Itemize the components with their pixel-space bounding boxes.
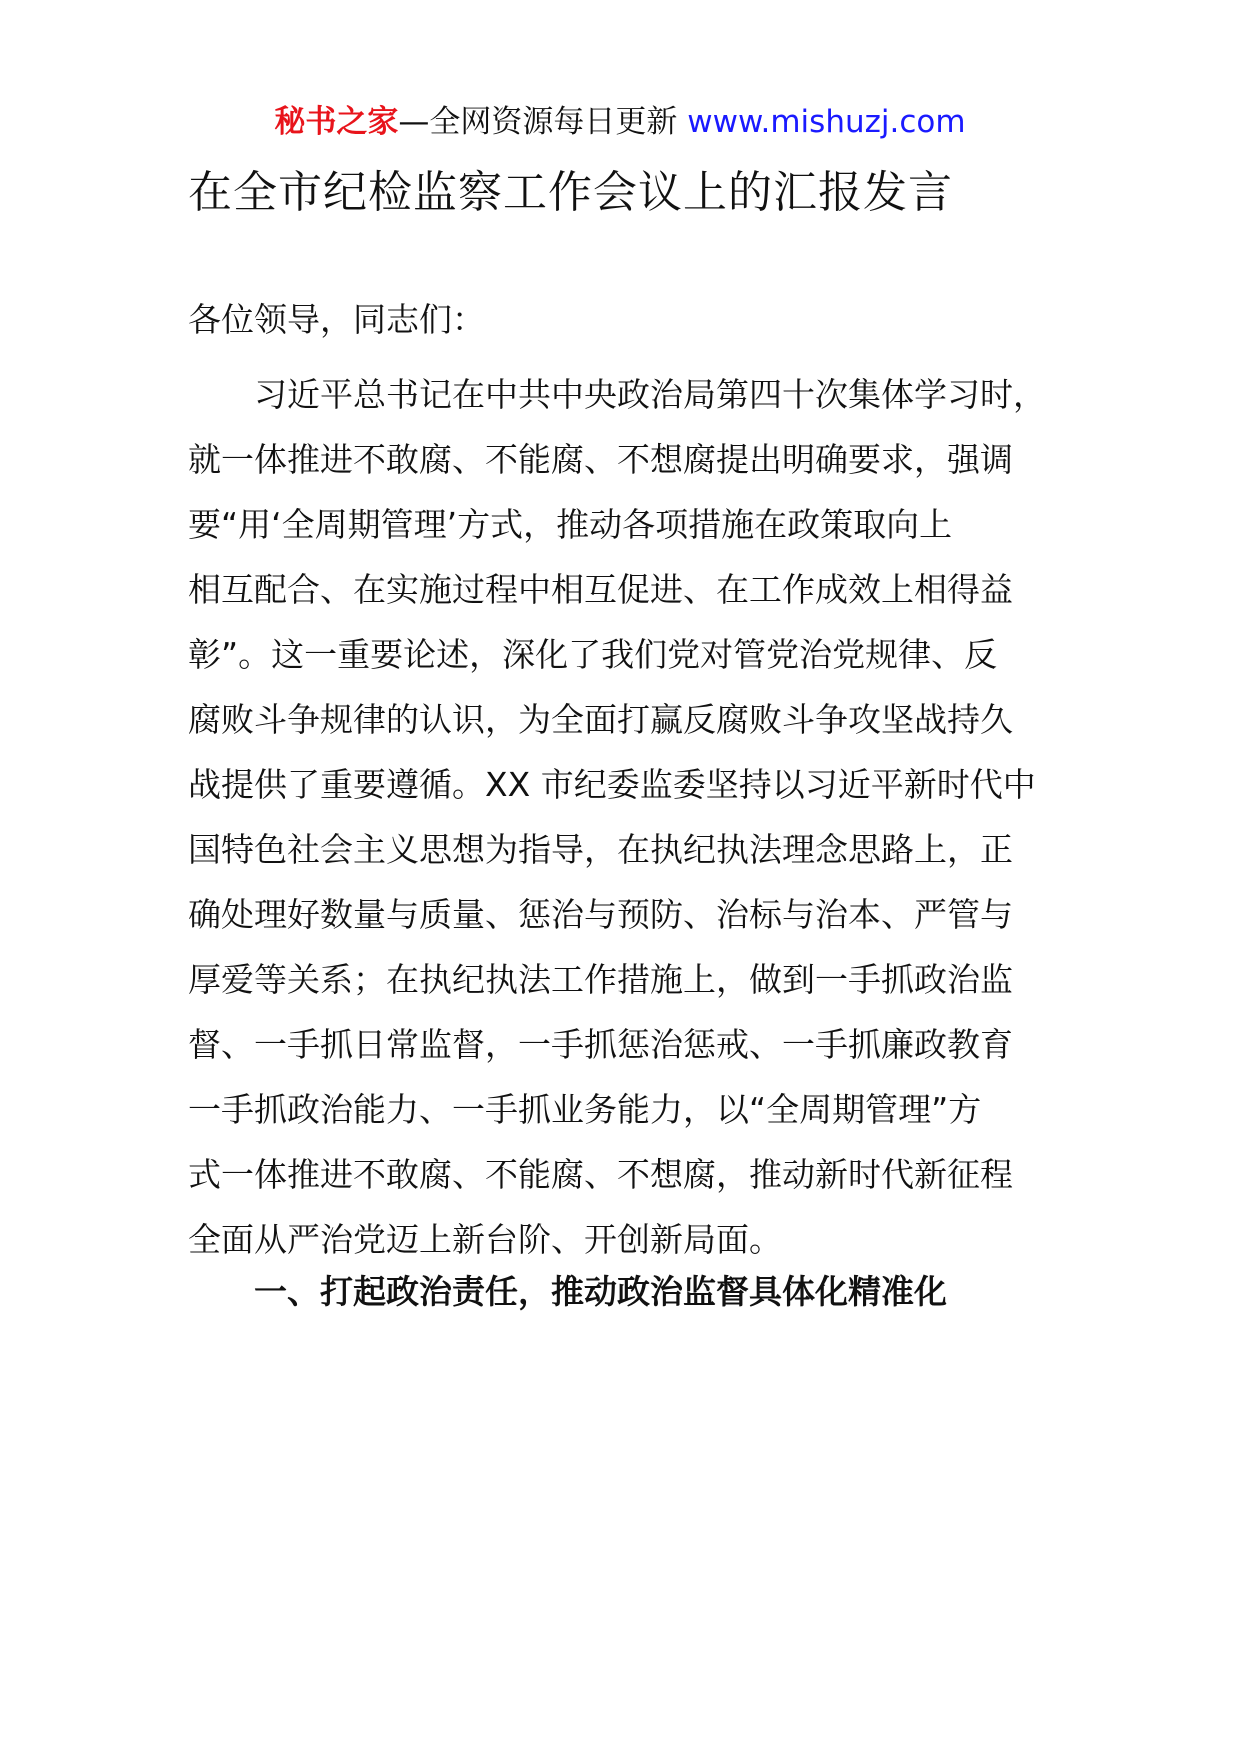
paragraph-line: 一手抓政治能力、一手抓业务能力，以“全周期管理”方	[188, 1090, 982, 1129]
body-paragraph	[188, 362, 1058, 1272]
paragraph-line: 腐败斗争规律的认识，为全面打赢反腐败斗争攻坚战持久	[188, 700, 1013, 739]
salutation: 各位领导，同志们：	[188, 300, 485, 339]
paragraph-line: 全面从严治党迈上新台阶、开创新局面。	[188, 1220, 782, 1259]
paragraph-line: 习近平总书记在中共中央政治局第四十次集体学习时，	[254, 375, 1046, 414]
paragraph-line: 督、一手抓日常监督，一手抓惩治惩戒、一手抓廉政教育	[188, 1025, 1013, 1064]
paragraph-line: 彰”。这一重要论述，深化了我们党对管党治党规律、反	[188, 635, 998, 674]
paragraph-line: 战提供了重要遵循。XX 市纪委监委坚持以习近平新时代中	[188, 765, 1036, 804]
paragraph-line: 厚爱等关系；在执纪执法工作措施上，做到一手抓政治监	[188, 960, 1013, 999]
section-heading: 一、打起政治责任，推动政治监督具体化精准化	[254, 1272, 947, 1311]
paragraph-line: 国特色社会主义思想为指导，在执纪执法理念思路上，正	[188, 830, 1013, 869]
document-title: 在全市纪检监察工作会议上的汇报发言	[188, 167, 953, 218]
paragraph-line: 式一体推进不敢腐、不能腐、不想腐，推动新时代新征程	[188, 1155, 1013, 1194]
paragraph-line: 要“用‘全周期管理’方式，推动各项措施在政策取向上	[188, 505, 953, 544]
paragraph-line: 确处理好数量与质量、惩治与预防、治标与治本、严管与	[188, 895, 1013, 934]
header-url-link[interactable]: www.mishuzj.com	[687, 104, 966, 140]
header-slogan: —全网资源每日更新	[398, 104, 688, 140]
site-header-banner	[0, 102, 1240, 142]
paragraph-line: 相互配合、在实施过程中相互促进、在工作成效上相得益	[188, 570, 1013, 609]
header-brand: 秘书之家	[274, 104, 399, 140]
paragraph-line: 就一体推进不敢腐、不能腐、不想腐提出明确要求，强调	[188, 440, 1013, 479]
